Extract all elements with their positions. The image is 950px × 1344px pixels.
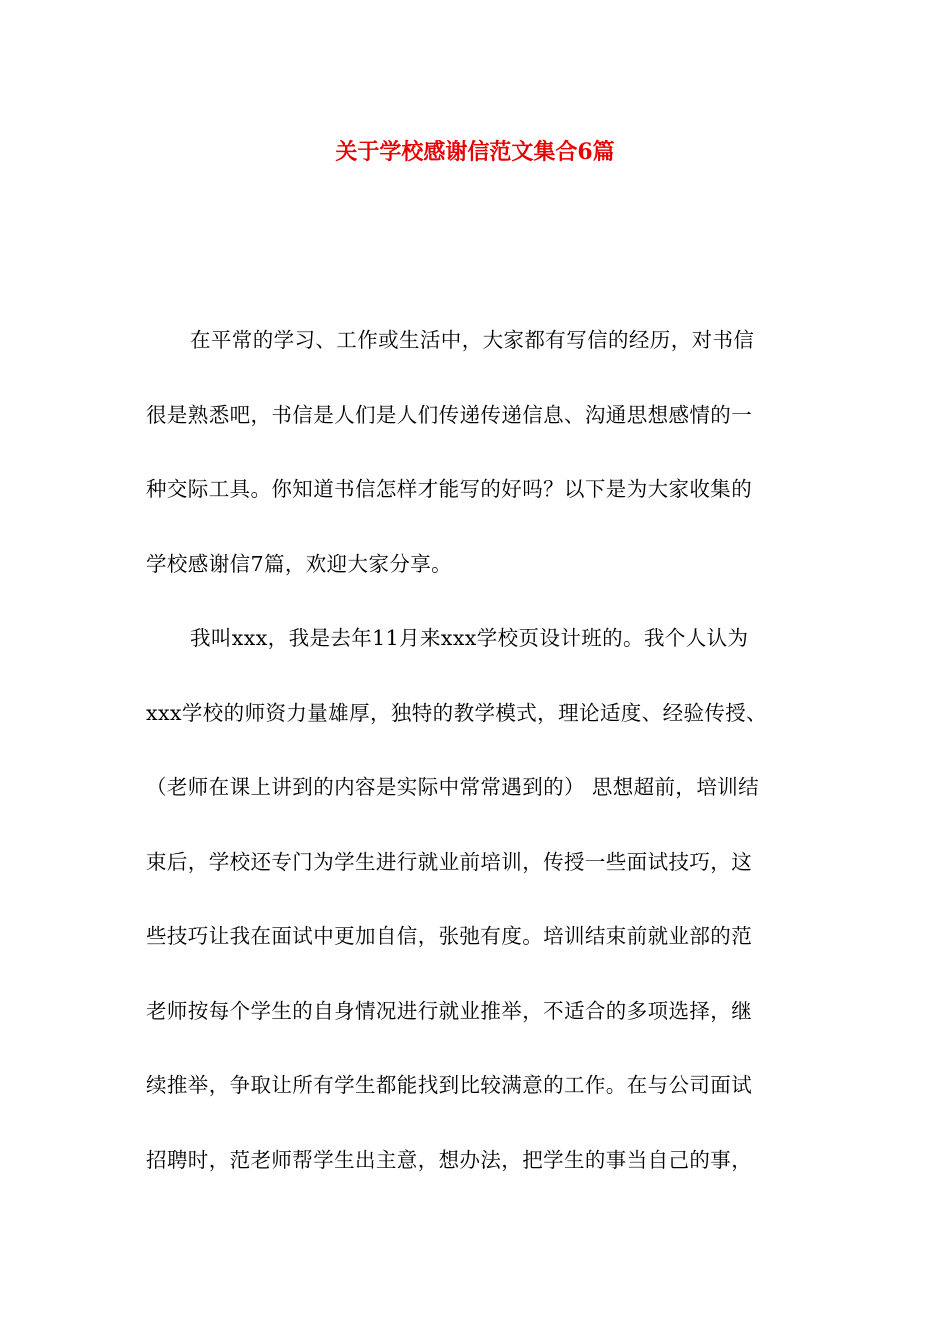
document-body	[146, 320, 818, 1214]
paragraph-line: xxx学校的师资力量雄厚，独特的教学模式，理论适度、经验传授、	[146, 700, 768, 725]
paragraph-line: 种交际工具。你知道书信怎样才能写的好吗？以下是为大家收集的	[146, 477, 753, 501]
document-title: 关于学校感谢信范文集合6篇	[335, 139, 615, 165]
paragraph-line: 束后，学校还专门为学生进行就业前培训，传授一些面试技巧，这	[146, 849, 753, 874]
paragraph-line: 我叫xxx，我是去年11月来xxx学校页设计班的。我个人认为	[190, 626, 749, 650]
paragraph-line: 在平常的学习、工作或生活中，大家都有写信的经历，对书信	[190, 328, 755, 352]
paragraph-line: （老师在课上讲到的内容是实际中常常遇到的） 思想超前，培训结	[146, 775, 760, 799]
paragraph-line: 老师按每个学生的自身情况进行就业推举，不适合的多项选择，继	[146, 998, 753, 1023]
paragraph-line: 学校感谢信7篇，欢迎大家分享。	[146, 551, 453, 576]
paragraph-line: 招聘时，范老师帮学生出主意，想办法，把学生的事当自己的事，	[146, 1147, 753, 1172]
paragraph-line: 很是熟悉吧，书信是人们是人们传递传递信息、沟通思想感情的一	[146, 402, 753, 427]
paragraph-line: 续推举，争取让所有学生都能找到比较满意的工作。在与公司面试	[146, 1073, 753, 1097]
paragraph-line: 些技巧让我在面试中更加自信，张弛有度。培训结束前就业部的范	[146, 924, 753, 948]
